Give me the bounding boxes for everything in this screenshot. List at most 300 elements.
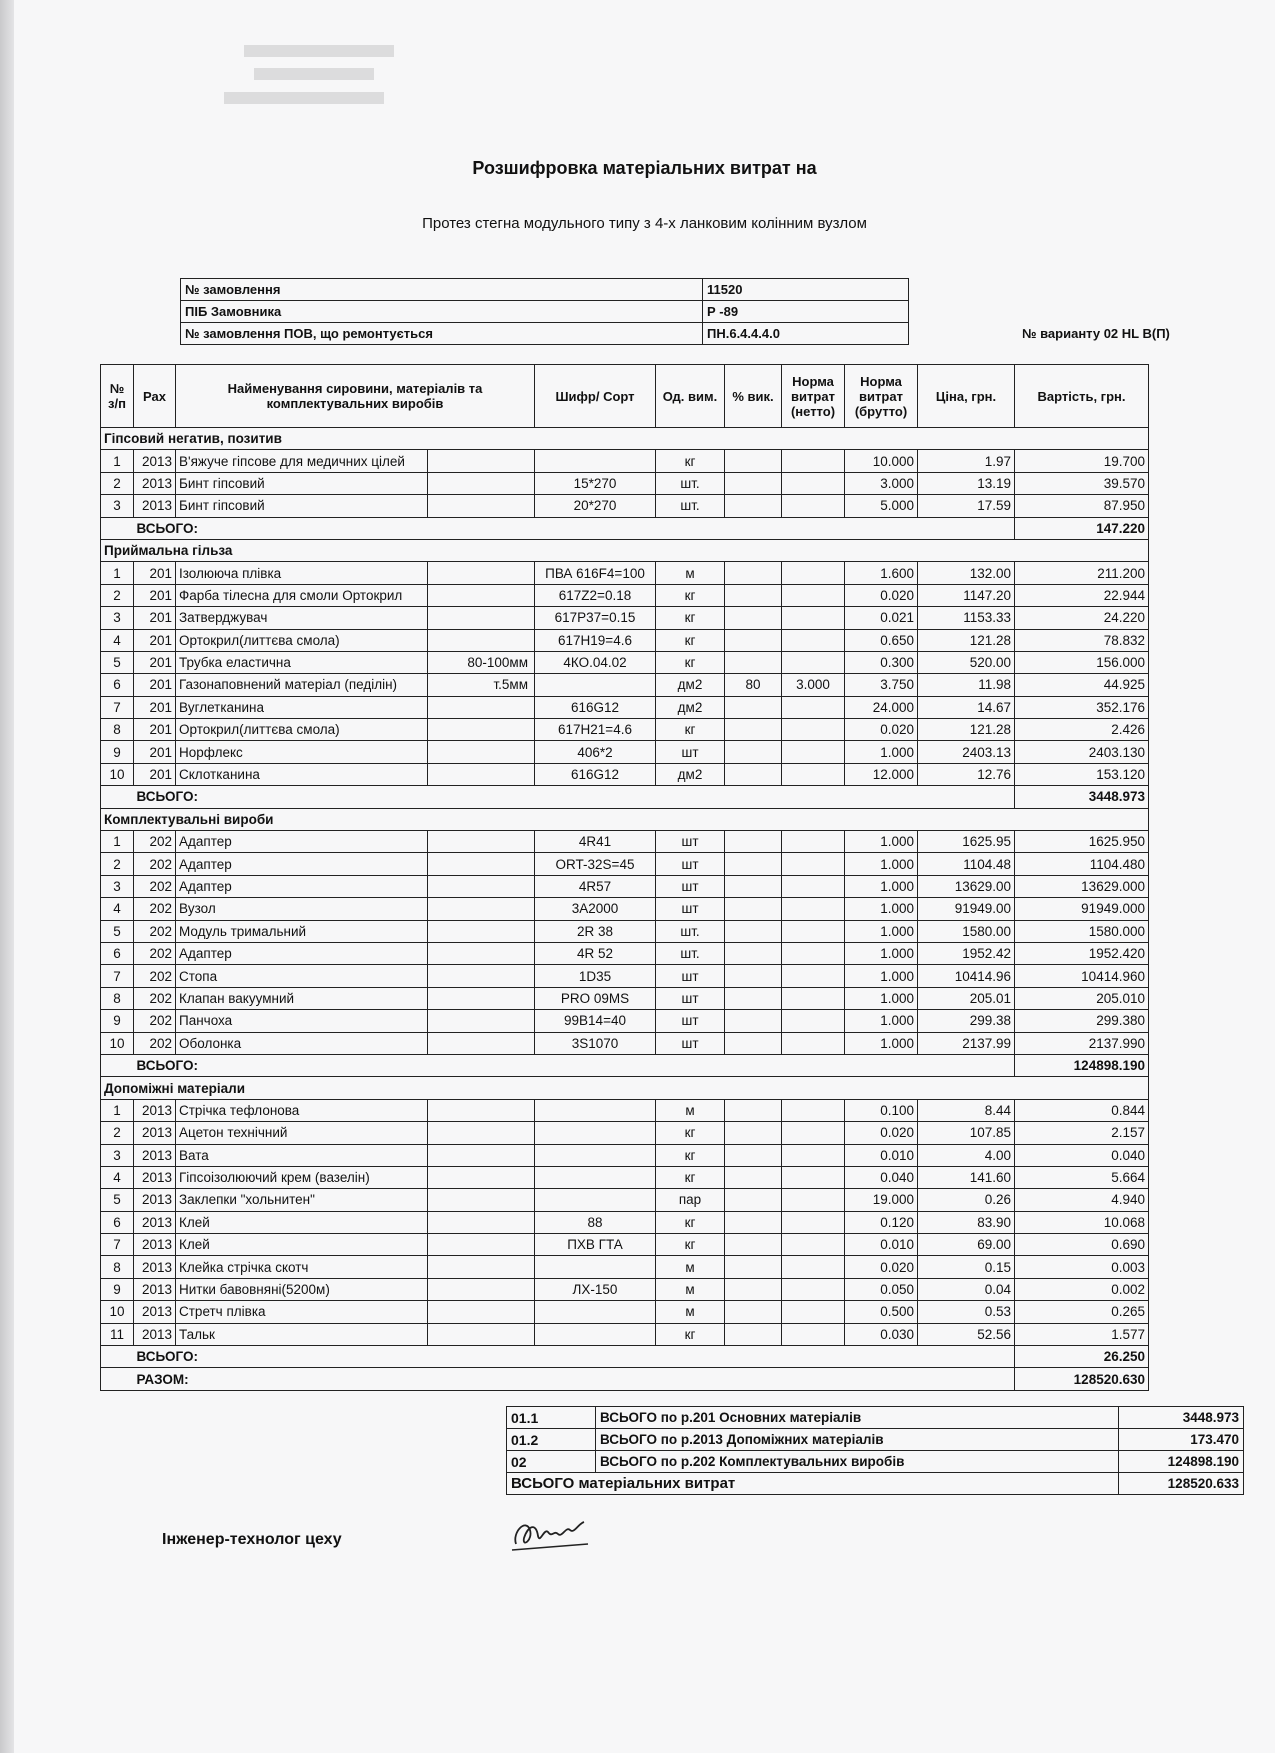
- cell-cost: 2137.990: [1015, 1032, 1149, 1054]
- cell-gross: 0.040: [845, 1166, 918, 1188]
- cell-price: 299.38: [918, 1010, 1015, 1032]
- table-row: [101, 920, 1149, 942]
- table-row: [101, 898, 1149, 920]
- cell-size: [428, 942, 535, 964]
- cell-rah: 201: [134, 562, 176, 584]
- cell-cost: 0.690: [1015, 1234, 1149, 1256]
- cell-net: [782, 1256, 845, 1278]
- cell-pct: [725, 1234, 782, 1256]
- cell-unit: кг: [656, 607, 725, 629]
- cell-price: 8.44: [918, 1099, 1015, 1121]
- cell-name: Вузол: [176, 898, 428, 920]
- cell-gross: 12.000: [845, 763, 918, 785]
- cell-unit: м: [656, 562, 725, 584]
- table-row: [101, 696, 1149, 718]
- section-total-label: ВСЬОГО:: [134, 786, 1015, 808]
- cell-size: [428, 495, 535, 517]
- cell-pct: [725, 1301, 782, 1323]
- page-edge-shadow: [0, 0, 14, 1753]
- cell-gross: 0.020: [845, 719, 918, 741]
- cell-rah: 2013: [134, 1166, 176, 1188]
- table-row: [101, 1301, 1149, 1323]
- cell-size: [428, 920, 535, 942]
- cell-name: Адаптер: [176, 942, 428, 964]
- cell-pct: [725, 495, 782, 517]
- cell-cost: 39.570: [1015, 472, 1149, 494]
- cell-gross: 1.000: [845, 831, 918, 853]
- section-title: Допоміжні матеріали: [101, 1077, 1149, 1099]
- cell-gross: 0.300: [845, 651, 918, 673]
- cell-price: 1153.33: [918, 607, 1015, 629]
- summary-code: 01.2: [507, 1429, 596, 1451]
- cell-rah: 202: [134, 1032, 176, 1054]
- cell-price: 2137.99: [918, 1032, 1015, 1054]
- bleed-through-stamp: [214, 40, 434, 120]
- cell-pct: [725, 1144, 782, 1166]
- table-row: [101, 965, 1149, 987]
- section-total-row: [101, 1054, 1149, 1076]
- cell-pct: [725, 875, 782, 897]
- cell-size: [428, 987, 535, 1009]
- cell-code: [535, 1256, 656, 1278]
- cell-name: Гіпсоізолюючий крем (вазелін): [176, 1166, 428, 1188]
- cell-rah: 202: [134, 831, 176, 853]
- table-row: [101, 1189, 1149, 1211]
- cell-code: ПВА 616F4=100: [535, 562, 656, 584]
- section-title: Комплектувальні вироби: [101, 808, 1149, 830]
- cell-name: Бинт гіпсовий: [176, 472, 428, 494]
- cell-cost: 2403.130: [1015, 741, 1149, 763]
- cell-code: 99B14=40: [535, 1010, 656, 1032]
- cell-net: [782, 495, 845, 517]
- cell-unit: м: [656, 1278, 725, 1300]
- cell-cost: 1625.950: [1015, 831, 1149, 853]
- cell-size: [428, 696, 535, 718]
- cell-code: 3A2000: [535, 898, 656, 920]
- cell-rah: 202: [134, 942, 176, 964]
- cell-size: [428, 965, 535, 987]
- table-row: [101, 450, 1149, 472]
- cell-size: [428, 1256, 535, 1278]
- cell-rah: 202: [134, 875, 176, 897]
- cell-cost: 156.000: [1015, 651, 1149, 673]
- cell-price: 1104.48: [918, 853, 1015, 875]
- cell-unit: шт.: [656, 472, 725, 494]
- cell-net: [782, 875, 845, 897]
- table-row: [101, 853, 1149, 875]
- cell-unit: шт: [656, 1032, 725, 1054]
- cell-price: 69.00: [918, 1234, 1015, 1256]
- cell-rah: 2013: [134, 1234, 176, 1256]
- cell-gross: 3.000: [845, 472, 918, 494]
- section-total-value: 26.250: [1015, 1346, 1149, 1368]
- cell-pct: [725, 562, 782, 584]
- cell-net: [782, 942, 845, 964]
- cell-cost: 91949.000: [1015, 898, 1149, 920]
- cell-pct: [725, 584, 782, 606]
- cell-gross: 1.000: [845, 987, 918, 1009]
- section-header-row: [101, 428, 1149, 450]
- section-total-label: ВСЬОГО:: [134, 517, 1015, 539]
- cell-rah: 2013: [134, 1323, 176, 1345]
- cell-price: 141.60: [918, 1166, 1015, 1188]
- cell-name: Вуглетканина: [176, 696, 428, 718]
- cell-unit: дм2: [656, 674, 725, 696]
- cell-net: [782, 1032, 845, 1054]
- section-total-row: [101, 786, 1149, 808]
- cell-pct: [725, 831, 782, 853]
- info-row: [181, 323, 909, 345]
- cell-num: 9: [101, 741, 134, 763]
- col-name: Найменування сировини, матеріалів та комплектувальних виробів: [176, 365, 535, 428]
- cell-unit: шт.: [656, 495, 725, 517]
- cell-rah: 201: [134, 629, 176, 651]
- cell-cost: 211.200: [1015, 562, 1149, 584]
- cell-pct: [725, 1122, 782, 1144]
- cell-num: 2: [101, 1122, 134, 1144]
- cell-name: Клей: [176, 1234, 428, 1256]
- cell-size: [428, 1032, 535, 1054]
- table-row: [101, 1323, 1149, 1345]
- table-row: [101, 1032, 1149, 1054]
- cell-cost: 24.220: [1015, 607, 1149, 629]
- cell-code: [535, 450, 656, 472]
- cell-gross: 1.000: [845, 1032, 918, 1054]
- summary-total-row: [507, 1473, 1244, 1495]
- cell-pct: [725, 1032, 782, 1054]
- cell-gross: 1.000: [845, 898, 918, 920]
- cell-unit: шт: [656, 1010, 725, 1032]
- cell-cost: 10414.960: [1015, 965, 1149, 987]
- cell-price: 121.28: [918, 629, 1015, 651]
- cell-gross: 0.010: [845, 1234, 918, 1256]
- cell-size: [428, 472, 535, 494]
- cell-unit: кг: [656, 450, 725, 472]
- summary-row: [507, 1429, 1244, 1451]
- cell-price: 205.01: [918, 987, 1015, 1009]
- table-row: [101, 495, 1149, 517]
- summary-code: 01.1: [507, 1407, 596, 1429]
- cell-name: Склотканина: [176, 763, 428, 785]
- cell-code: 406*2: [535, 741, 656, 763]
- cell-size: [428, 1301, 535, 1323]
- cell-size: [428, 607, 535, 629]
- cell-code: 4R57: [535, 875, 656, 897]
- cell-code: ПХВ ГТА: [535, 1234, 656, 1256]
- cell-rah: 2013: [134, 472, 176, 494]
- cell-price: 1.97: [918, 450, 1015, 472]
- cell-pct: [725, 696, 782, 718]
- section-header-row: [101, 808, 1149, 830]
- signature-mark: [508, 1508, 598, 1558]
- table-row: [101, 629, 1149, 651]
- table-row: [101, 584, 1149, 606]
- cell-cost: 1580.000: [1015, 920, 1149, 942]
- cell-cost: 19.700: [1015, 450, 1149, 472]
- cell-code: [535, 1099, 656, 1121]
- cell-rah: 202: [134, 920, 176, 942]
- materials-table: [100, 364, 1149, 1391]
- cell-size: [428, 584, 535, 606]
- cell-unit: шт: [656, 875, 725, 897]
- table-row: [101, 719, 1149, 741]
- cell-pct: [725, 853, 782, 875]
- cell-rah: 201: [134, 763, 176, 785]
- cell-cost: 5.664: [1015, 1166, 1149, 1188]
- cell-name: Адаптер: [176, 853, 428, 875]
- summary-total-value: 128520.633: [1119, 1473, 1244, 1495]
- section-total-value: 147.220: [1015, 517, 1149, 539]
- cell-size: [428, 831, 535, 853]
- info-label: ПІБ Замовника: [181, 301, 703, 323]
- cell-code: [535, 1144, 656, 1166]
- table-header-row: [101, 365, 1149, 428]
- table-row: [101, 674, 1149, 696]
- cell-unit: м: [656, 1099, 725, 1121]
- engineer-label: Інженер-технолог цеху: [162, 1531, 342, 1548]
- cell-pct: [725, 1256, 782, 1278]
- cell-rah: 2013: [134, 1278, 176, 1300]
- cell-code: [535, 1323, 656, 1345]
- cell-rah: 201: [134, 674, 176, 696]
- cell-cost: 2.426: [1015, 719, 1149, 741]
- summary-value: 124898.190: [1119, 1451, 1244, 1473]
- table-row: [101, 741, 1149, 763]
- cell-name: Фарба тілесна для смоли Ортокрил: [176, 584, 428, 606]
- cell-cost: 4.940: [1015, 1189, 1149, 1211]
- cell-rah: 2013: [134, 450, 176, 472]
- cell-price: 13629.00: [918, 875, 1015, 897]
- cell-num: 4: [101, 629, 134, 651]
- cell-num: 10: [101, 1032, 134, 1054]
- cell-net: [782, 741, 845, 763]
- cell-num: 2: [101, 584, 134, 606]
- cell-gross: 0.120: [845, 1211, 918, 1233]
- cell-net: [782, 1010, 845, 1032]
- cell-pct: [725, 920, 782, 942]
- cell-cost: 22.944: [1015, 584, 1149, 606]
- cell-rah: 2013: [134, 1122, 176, 1144]
- cell-name: Нитки бавовняні(5200м): [176, 1278, 428, 1300]
- cell-pct: [725, 741, 782, 763]
- table-row: [101, 987, 1149, 1009]
- cell-size: [428, 898, 535, 920]
- cell-price: 107.85: [918, 1122, 1015, 1144]
- cell-net: [782, 965, 845, 987]
- cell-name: Клей: [176, 1211, 428, 1233]
- cell-net: [782, 1189, 845, 1211]
- cell-cost: 10.068: [1015, 1211, 1149, 1233]
- cell-gross: 0.020: [845, 1256, 918, 1278]
- table-row: [101, 1010, 1149, 1032]
- cell-rah: 2013: [134, 495, 176, 517]
- cell-price: 4.00: [918, 1144, 1015, 1166]
- cell-size: [428, 1099, 535, 1121]
- cell-name: Стопа: [176, 965, 428, 987]
- cell-name: Бинт гіпсовий: [176, 495, 428, 517]
- cell-name: Панчоха: [176, 1010, 428, 1032]
- cell-cost: 0.265: [1015, 1301, 1149, 1323]
- cell-size: [428, 1323, 535, 1345]
- cell-net: [782, 1234, 845, 1256]
- table-row: [101, 831, 1149, 853]
- cell-unit: шт: [656, 898, 725, 920]
- cell-unit: кг: [656, 584, 725, 606]
- summary-value: 3448.973: [1119, 1407, 1244, 1429]
- cell-unit: шт.: [656, 920, 725, 942]
- grand-total-label: РАЗОМ:: [134, 1368, 1015, 1390]
- cell-name: Модуль тримальний: [176, 920, 428, 942]
- cell-code: 2R 38: [535, 920, 656, 942]
- summary-label: ВСЬОГО по р.201 Основних матеріалів: [596, 1407, 1119, 1429]
- cell-num: 10: [101, 1301, 134, 1323]
- summary-label: ВСЬОГО по р.2013 Допоміжних матеріалів: [596, 1429, 1119, 1451]
- section-title: Гіпсовий негатив, позитив: [101, 428, 1149, 450]
- col-rah: Рах: [134, 365, 176, 428]
- cell-code: 4R41: [535, 831, 656, 853]
- table-row: [101, 763, 1149, 785]
- cell-code: 4КО.04.02: [535, 651, 656, 673]
- document-page: [14, 0, 1275, 1753]
- cell-cost: 205.010: [1015, 987, 1149, 1009]
- cell-gross: 24.000: [845, 696, 918, 718]
- grand-total-row: [101, 1368, 1149, 1390]
- cell-net: [782, 1099, 845, 1121]
- cell-unit: дм2: [656, 763, 725, 785]
- cell-pct: [725, 987, 782, 1009]
- cell-size: [428, 1234, 535, 1256]
- cell-pct: [725, 450, 782, 472]
- cell-rah: 2013: [134, 1211, 176, 1233]
- cell-rah: 202: [134, 853, 176, 875]
- cell-unit: шт: [656, 987, 725, 1009]
- col-gross: Норма витрат (брутто): [845, 365, 918, 428]
- cell-gross: 1.000: [845, 1010, 918, 1032]
- cell-num: 6: [101, 674, 134, 696]
- cell-cost: 0.003: [1015, 1256, 1149, 1278]
- cell-num: 3: [101, 495, 134, 517]
- cell-pct: [725, 1323, 782, 1345]
- summary-value: 173.470: [1119, 1429, 1244, 1451]
- cell-price: 2403.13: [918, 741, 1015, 763]
- cell-name: Ортокрил(литтєва смола): [176, 629, 428, 651]
- grand-total-value: 128520.630: [1015, 1368, 1149, 1390]
- cell-code: 617Z2=0.18: [535, 584, 656, 606]
- col-pct: % вик.: [725, 365, 782, 428]
- cell-size: [428, 1211, 535, 1233]
- cell-unit: кг: [656, 1234, 725, 1256]
- cell-pct: [725, 472, 782, 494]
- table-row: [101, 562, 1149, 584]
- cell-num: 3: [101, 1144, 134, 1166]
- cell-unit: кг: [656, 1122, 725, 1144]
- cell-gross: 0.010: [845, 1144, 918, 1166]
- cell-cost: 153.120: [1015, 763, 1149, 785]
- cell-cost: 2.157: [1015, 1122, 1149, 1144]
- cell-pct: [725, 965, 782, 987]
- cell-unit: шт.: [656, 942, 725, 964]
- cell-unit: кг: [656, 1211, 725, 1233]
- cell-pct: [725, 651, 782, 673]
- info-row: [181, 279, 909, 301]
- cell-rah: 201: [134, 741, 176, 763]
- cell-unit: кг: [656, 629, 725, 651]
- cell-price: 1625.95: [918, 831, 1015, 853]
- cell-net: [782, 1122, 845, 1144]
- cell-unit: шт: [656, 965, 725, 987]
- cell-net: [782, 607, 845, 629]
- cell-size: [428, 853, 535, 875]
- table-row: [101, 942, 1149, 964]
- cell-size: [428, 763, 535, 785]
- cell-num: 7: [101, 965, 134, 987]
- cell-size: [428, 1144, 535, 1166]
- cell-rah: 201: [134, 719, 176, 741]
- summary-table: [506, 1406, 1244, 1495]
- cell-num: 11: [101, 1323, 134, 1345]
- cell-pct: [725, 763, 782, 785]
- cell-net: [782, 1323, 845, 1345]
- cell-price: 17.59: [918, 495, 1015, 517]
- cell-price: 0.26: [918, 1189, 1015, 1211]
- table-row: [101, 1234, 1149, 1256]
- info-value: ПН.6.4.4.4.0: [703, 323, 909, 345]
- cell-pct: [725, 1099, 782, 1121]
- cell-size: [428, 562, 535, 584]
- cell-price: 1952.42: [918, 942, 1015, 964]
- cell-name: Норфлекс: [176, 741, 428, 763]
- cell-num: 4: [101, 898, 134, 920]
- cell-unit: кг: [656, 719, 725, 741]
- cell-net: [782, 853, 845, 875]
- cell-num: 9: [101, 1278, 134, 1300]
- info-row: [181, 301, 909, 323]
- cell-unit: кг: [656, 1166, 725, 1188]
- cell-num: 6: [101, 942, 134, 964]
- cell-net: [782, 1166, 845, 1188]
- cell-net: [782, 696, 845, 718]
- cell-code: 20*270: [535, 495, 656, 517]
- cell-net: [782, 472, 845, 494]
- cell-pct: [725, 1010, 782, 1032]
- cell-name: Адаптер: [176, 831, 428, 853]
- cell-cost: 0.002: [1015, 1278, 1149, 1300]
- section-total-row: [101, 1346, 1149, 1368]
- cell-net: [782, 987, 845, 1009]
- cell-code: 3S1070: [535, 1032, 656, 1054]
- cell-rah: 201: [134, 651, 176, 673]
- cell-num: 6: [101, 1211, 134, 1233]
- cell-gross: 0.650: [845, 629, 918, 651]
- cell-code: 88: [535, 1211, 656, 1233]
- cell-net: [782, 1144, 845, 1166]
- section-total-value: 3448.973: [1015, 786, 1149, 808]
- cell-net: [782, 562, 845, 584]
- cell-cost: 1.577: [1015, 1323, 1149, 1345]
- cell-name: Оболонка: [176, 1032, 428, 1054]
- cell-num: 1: [101, 450, 134, 472]
- cell-code: 1D35: [535, 965, 656, 987]
- cell-rah: 2013: [134, 1256, 176, 1278]
- cell-size: [428, 1010, 535, 1032]
- cell-net: [782, 898, 845, 920]
- cell-num: 1: [101, 1099, 134, 1121]
- cell-rah: 201: [134, 696, 176, 718]
- cell-num: 8: [101, 719, 134, 741]
- cell-gross: 0.050: [845, 1278, 918, 1300]
- cell-rah: 202: [134, 898, 176, 920]
- cell-name: Тальк: [176, 1323, 428, 1345]
